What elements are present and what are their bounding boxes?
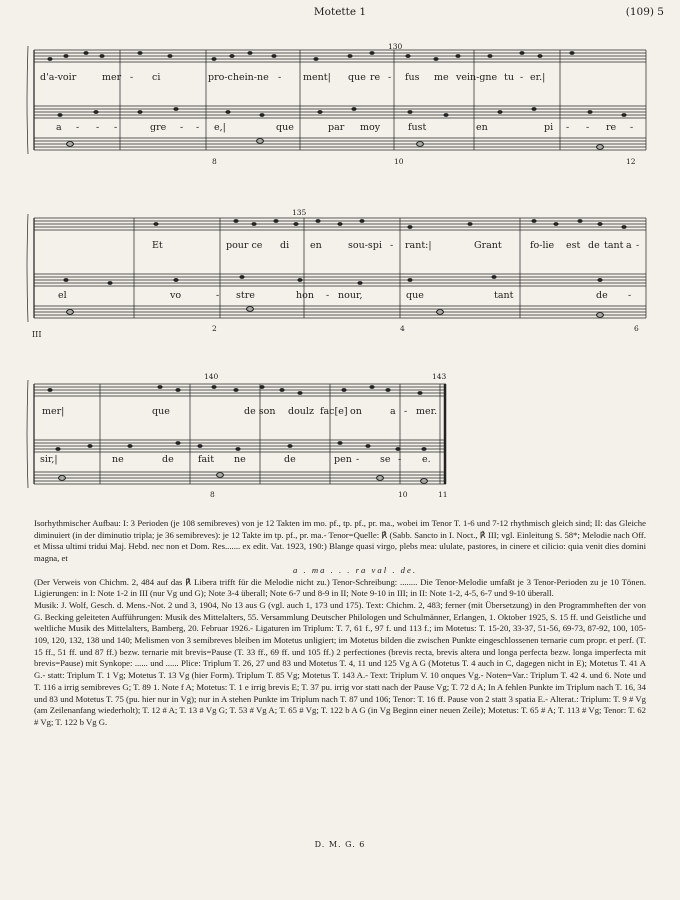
tenor-number: 4 — [400, 324, 405, 333]
tenor-number: 11 — [438, 490, 448, 499]
staff-system-3 — [0, 368, 680, 508]
commentary — [34, 518, 646, 729]
measure-number: 135 — [292, 208, 307, 217]
staff-system-2 — [0, 202, 680, 342]
music-system-3: 140 143 mer| que de son doulz fac[e] on a - mer. sir,| ne de fait ne de pen - se - e. 8 10 11 — [0, 368, 680, 508]
tenor-number: 6 — [634, 324, 639, 333]
page-title: Motette 1 — [313, 6, 367, 18]
tenor-number: 2 — [212, 324, 217, 333]
music-system-2: 135 Et pour ce di en sou-spi - rant:| Grant fo-lie est de tant a - el vo - stre hon - nour, que tant de - III 2 4 6 — [0, 202, 680, 342]
commentary-sources: Musik: J. Wolf, Gesch. d. Mens.-Not. 2 und 3, 1904, No 13 aus G (vgl. auch 1, 173 und 175). Text: Chichm. 2, 483; ferner (mit Übersetzung) in den Programmheften der von G. Becking geleiteten Aufführungen: Musik des Mittelalters, 55. Versammlung Deutscher Philologen und Schulmänner, Erlangen, 1. Oktober 1925, S. 15 ff. und Geistliche und weltliche Musik des Mittelalters, Bamberg, 20. Februar 1926.- Ligaturen im Triplum: T. 7, 61 f., 97 f. und 113 f.; im Motetus: T. 15-20, 33-37, 51-56, 69-73, 87-92, 100, 105-109, 120, 132, 138 und 140; Melismen von 3 semibreves bleiben im Motetus unligiert; im Motetus bilden die zwischen Punkte eingeschlossenen ternarie cum propr. et perf. (T. 15 ff., 51 ff. und 87 ff.) bezw. ternarie mit brevis=Pause (T. 33 ff., 69 ff. und 105 ff.) 2 perfectiones (brevis recta, brevis altera und longa perfecta bezw. longa imperfecta mit brevis=Pause) mit Synkope: ...... und ...... Plice: Triplum T. 26, 27 und 83 und Motetus T. 4, 11 und 125 Vg A G (Motetus T. 4 auch in C, dagegen nicht in E); Motetus T. 41 A G.- statt: Triplum T. 1 Vg; Motetus T. 13 Vg (hier Form). Triplum T. 85 Vg; Motetus T. 143 A.- Text: Triplum V. 10 onques Vg.- Noten=Var.: Triplum T. 42 4. und 6. Note und T. 116 a irrig semibreves G; T. 89 1. Note f A; Motetus: T. 1 e irrig brevis E; T. 37 pu. irrig vor statt nach der Pause Vg; T. 72 d A; In A fehlen Punkte im Triplum nach T. 16, 34 und 83 und Motetus T. 75 (pu. hier nur in Vg); nur in A stehen Punkte im Triplum nach T. 87 und 106; Tenor: T. 16 ff. Pause von 2 statt 3 spatia E.- Alterat.: Triplum: T. 9 # Vg (am Zeilenanfang wiederholt); T. 12 # A; T. 13 # Vg G; T. 53 # Vg A; T. 65 # Vg; T. 122 b A G (in Vg Beginn einer neuen Zeile); Motetus: T. 65 # A; T. 113 # Vg; Tenor: T. 62 # Vg; T. 122 b Vg G. — [34, 599, 646, 727]
tenor-number: 12 — [626, 157, 636, 166]
music-system-1: 130 d'a-voir mer - ci pro-chein-ne - ment| que re - fus me vein-gne tu - er.| a - - - gre - - e,| que par moy fust en pi - - re - 8 10 12 — [0, 34, 680, 174]
measure-number: 130 — [388, 42, 403, 51]
chant-line — [34, 565, 646, 577]
page-footer: D. M. G. 6 — [314, 840, 366, 849]
staff-system-1 — [0, 34, 680, 174]
chant-text: a . ma . . . ra val . de. — [292, 564, 418, 575]
tenor-number: 10 — [394, 157, 404, 166]
tenor-number: 8 — [210, 490, 215, 499]
page-header — [0, 6, 680, 22]
measure-number: 143 — [432, 372, 447, 381]
tenor-number: 8 — [212, 157, 217, 166]
measure-number: 140 — [204, 372, 219, 381]
tenor-number: 10 — [398, 490, 408, 499]
commentary-tenor: (Der Verweis von Chichm. 2, 484 auf das ℟ Libera trifft für die Melodie nicht zu.) Tenor-Schreibung: ........ Die Tenor-Melodie umfaßt je 3 Tenor-Perioden zu je 10 Tönen. Ligierungen: in I: Note 1-2 in III (nur Vg und G); Note 3-4 überall; Note 6-7 und 8-9 in II; Note 9-10 in III; in II: Note 1-2, 4-5, 6-7 und 9-10 überall. — [34, 576, 646, 599]
section-roman: III — [32, 330, 42, 339]
page-number: (109) 5 — [625, 6, 664, 18]
commentary-structure: Isorhythmischer Aufbau: I: 3 Perioden (je 108 semibreves) von je 12 Takten im mo. pf., tp. pf., pr. ma., wobei im Tenor T. 1-6 und 7-12 rhythmisch gleich sind; II: das Gleiche diminuiert (in der diminutio tripla; je 36 semibreves): je 12 Takte im tp. pf., pr. ma.- Tenor=Quelle: ℟ (Sabb. Sancto in I. Noct., ℟ III; vgl. Einleitung S. 58*; Melodie nach Off. et Missa ultimi tridui Maj. Hebd. nec non et Dom. Res....... ex edit. Vat. 1923, 190:) Blange quasi virgo, plebs mea: ululate, pastores, in cinere et cilicio: quia venit dies domini magna, et — [34, 518, 646, 564]
